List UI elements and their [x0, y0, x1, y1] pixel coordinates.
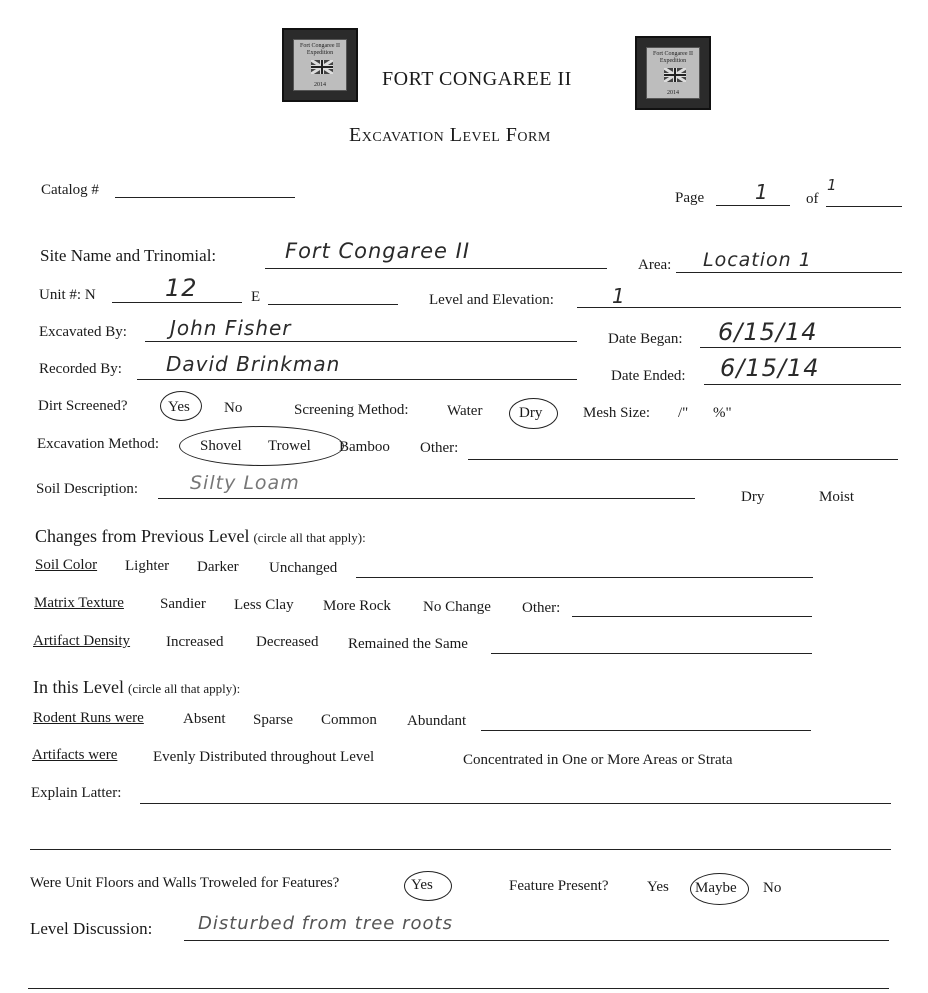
recorded-field[interactable]: [137, 379, 577, 380]
date-ended-label: Date Ended:: [611, 368, 686, 384]
recorded-value: David Brinkman: [166, 352, 341, 376]
of-value: 1: [827, 176, 838, 194]
feature-maybe-option[interactable]: Maybe: [695, 880, 737, 896]
date-began-value: 6/15/14: [718, 318, 818, 346]
mesh-b: %": [713, 405, 732, 421]
artifacts-were-label: Artifacts were: [32, 747, 118, 763]
org-title: FORT CONGAREE II: [382, 68, 572, 90]
excavation-other-label: Other:: [420, 440, 459, 456]
screening-method-label: Screening Method:: [294, 402, 409, 418]
unit-n-label: Unit #: N: [39, 287, 96, 303]
logo-text: Fort Congaree II: [300, 43, 340, 49]
unit-e-label: E: [251, 289, 261, 305]
feature-yes-option[interactable]: Yes: [647, 879, 669, 895]
troweled-label: Were Unit Floors and Walls Troweled for Features?: [30, 875, 340, 891]
of-field[interactable]: [826, 206, 902, 207]
union-flag-icon: [311, 60, 333, 74]
matrix-other-field[interactable]: [572, 616, 812, 617]
water-option[interactable]: Water: [447, 403, 483, 419]
density-option-decreased[interactable]: Decreased: [256, 634, 319, 650]
explain-latter-field[interactable]: [140, 803, 891, 804]
matrix-option-no-change[interactable]: No Change: [423, 599, 491, 615]
shovel-option[interactable]: Shovel: [200, 438, 242, 454]
matrix-option-more-rock[interactable]: More Rock: [323, 598, 391, 614]
rodent-option-abundant[interactable]: Abundant: [407, 713, 467, 729]
this-level-heading: [33, 677, 240, 698]
rodent-option-absent[interactable]: Absent: [183, 711, 226, 727]
this-level-heading-text: In this Level: [33, 677, 124, 697]
rodent-option-sparse[interactable]: Sparse: [253, 712, 293, 728]
site-value: Fort Congaree II: [285, 239, 471, 263]
page-value: 1: [755, 180, 769, 204]
logo-text: 2014: [667, 90, 679, 96]
soil-color-option-lighter[interactable]: Lighter: [125, 558, 170, 574]
level-discussion-value: Disturbed from tree roots: [198, 913, 453, 934]
matrix-option-sandier[interactable]: Sandier: [160, 596, 206, 612]
mesh-size-label: Mesh Size:: [583, 405, 651, 421]
site-field[interactable]: [265, 268, 607, 269]
matrix-option-less-clay[interactable]: Less Clay: [234, 597, 294, 613]
level-discussion-label: Level Discussion:: [30, 919, 153, 938]
level-label: Level and Elevation:: [429, 292, 554, 308]
mesh-a: /": [678, 405, 689, 421]
feature-no-option[interactable]: No: [763, 880, 782, 896]
density-option-remained[interactable]: Remained the Same: [348, 636, 468, 652]
soil-description-label: Soil Description:: [36, 481, 139, 497]
page-field[interactable]: [716, 205, 790, 206]
excavated-field[interactable]: [145, 341, 577, 342]
rodent-option-common[interactable]: Common: [321, 712, 377, 728]
artifact-density-label: Artifact Density: [33, 633, 131, 649]
bamboo-option[interactable]: Bamboo: [339, 439, 390, 455]
form-title: Excavation Level Form: [349, 124, 551, 146]
logo-text: Expedition: [659, 58, 687, 64]
matrix-option-other: Other:: [522, 600, 561, 616]
explain-latter-label: Explain Latter:: [31, 785, 122, 801]
logo-text: Fort Congaree II: [653, 51, 693, 57]
catalog-label: Catalog #: [41, 182, 99, 198]
soil-color-option-unchanged[interactable]: Unchanged: [269, 560, 338, 576]
rodent-runs-label: Rodent Runs were: [33, 710, 144, 726]
density-option-increased[interactable]: Increased: [166, 634, 224, 650]
unit-n-value: 12: [165, 274, 198, 302]
level-value: 1: [612, 284, 626, 308]
artifacts-option-concentrated[interactable]: Concentrated in One or More Areas or Strata: [463, 752, 733, 768]
of-label: of: [806, 191, 819, 207]
dirt-yes-option[interactable]: Yes: [168, 399, 190, 415]
logo-text: Expedition: [306, 50, 334, 56]
dirt-screened-label: Dirt Screened?: [38, 398, 128, 414]
feature-present-label: Feature Present?: [509, 878, 609, 894]
date-ended-value: 6/15/14: [720, 354, 820, 382]
logo-inner: [293, 39, 347, 91]
unit-n-field[interactable]: [112, 302, 242, 303]
artifact-density-field[interactable]: [491, 653, 812, 654]
excavated-value: John Fisher: [170, 316, 292, 340]
date-began-field[interactable]: [700, 347, 901, 348]
area-value: Location 1: [703, 249, 812, 271]
this-level-heading-note: (circle all that apply):: [127, 681, 241, 696]
trowel-option[interactable]: Trowel: [268, 438, 311, 454]
explain-latter-field-2[interactable]: [30, 849, 891, 850]
troweled-yes-option[interactable]: Yes: [411, 877, 433, 893]
artifacts-option-evenly[interactable]: Evenly Distributed throughout Level: [153, 749, 375, 765]
unit-e-field[interactable]: [268, 304, 398, 305]
recorded-label: Recorded By:: [39, 361, 122, 377]
union-flag-icon: [664, 68, 686, 82]
area-label: Area:: [638, 257, 672, 273]
excavated-label: Excavated By:: [39, 324, 127, 340]
dry-option[interactable]: Dry: [519, 405, 543, 421]
matrix-texture-label: Matrix Texture: [34, 595, 124, 611]
soil-color-option-darker[interactable]: Darker: [197, 559, 239, 575]
excavation-other-field[interactable]: [468, 459, 898, 460]
right-logo: [635, 36, 711, 110]
logo-text: 2014: [314, 82, 326, 88]
soil-color-field[interactable]: [356, 577, 813, 578]
dirt-no-option[interactable]: No: [224, 400, 243, 416]
soil-color-label: Soil Color: [35, 557, 98, 573]
catalog-field[interactable]: [115, 197, 295, 198]
rodent-runs-field[interactable]: [481, 730, 811, 731]
excavation-method-label: Excavation Method:: [37, 436, 160, 452]
site-label: Site Name and Trinomial:: [40, 246, 217, 265]
left-logo: [282, 28, 358, 102]
changes-heading: [35, 526, 366, 547]
soil-moist-option[interactable]: Moist: [819, 489, 855, 505]
date-began-label: Date Began:: [608, 331, 683, 347]
logo-inner: [646, 47, 700, 99]
soil-description-value: Silty Loam: [190, 472, 300, 494]
date-ended-field[interactable]: [704, 384, 901, 385]
soil-description-field[interactable]: [158, 498, 695, 499]
changes-heading-text: Changes from Previous Level: [35, 526, 250, 546]
soil-dry-option[interactable]: Dry: [741, 489, 765, 505]
level-discussion-field-2[interactable]: [28, 988, 889, 989]
page-label: Page: [675, 190, 705, 206]
area-field[interactable]: [676, 272, 902, 273]
changes-heading-note: (circle all that apply):: [253, 530, 366, 545]
level-discussion-field[interactable]: [184, 940, 889, 941]
